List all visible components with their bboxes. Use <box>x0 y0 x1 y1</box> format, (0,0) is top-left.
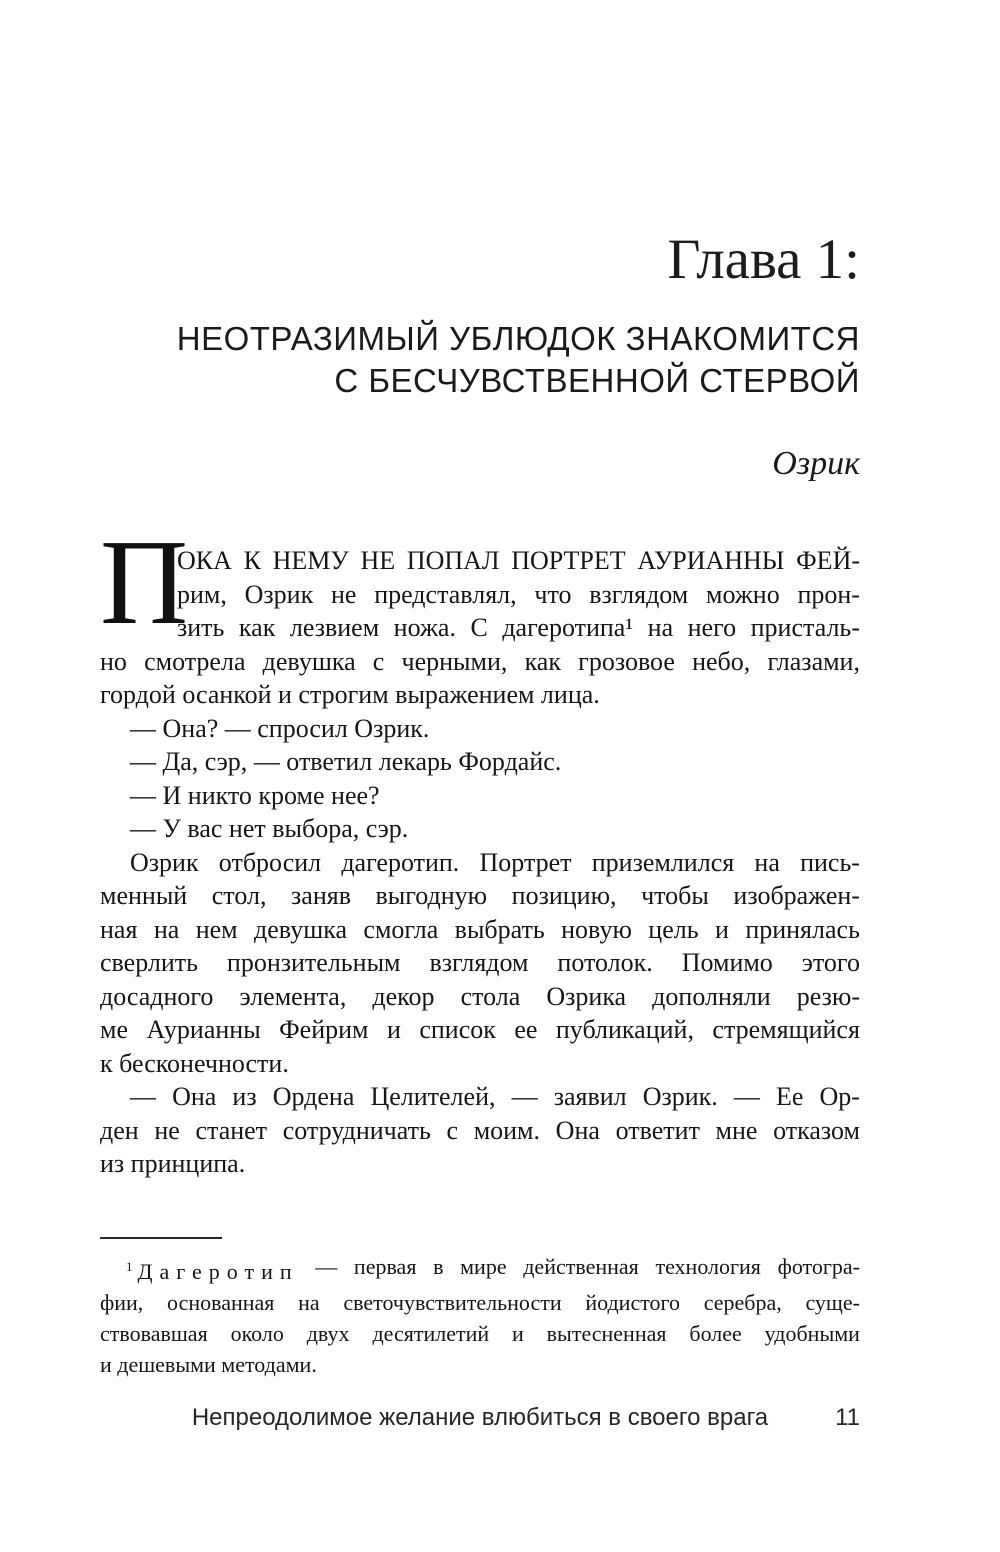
footnote-term: Дагеротип <box>137 1258 299 1284</box>
body-line: досадного элемента, декор стола Озрика дополняли резю- <box>100 981 860 1011</box>
body-line: ная на нем девушка смогла выбрать новую цель и принялась <box>100 914 860 944</box>
body-line: ме Аурианны Фейрим и список ее публикаций, стремящийся <box>100 1015 860 1044</box>
footnote-line: фии, основанная на светочувствительности йодистого серебра, суще- <box>100 1289 860 1315</box>
body-line: — Да, сэр, — ответил лекарь Фордайс. <box>130 747 562 776</box>
paragraph <box>100 712 860 746</box>
body-line: но смотрела девушка с черными, как грозовое небо, глазами, <box>100 646 860 676</box>
page-footer <box>100 1400 860 1436</box>
chapter-subtitle-line: НЕОТРАЗИМЫЙ УБЛЮДОК ЗНАКОМИТСЯ <box>176 320 860 357</box>
running-title: Непреодолимое желание влюбиться в своего врага <box>191 1404 769 1431</box>
body-line: Озрик отбросил дагеротип. Портрет приземлился на пись- <box>130 847 860 877</box>
body-line: гордой осанкой и строгим выражением лица. <box>100 680 600 709</box>
footnote <box>100 1237 860 1380</box>
chapter-subtitle <box>100 318 860 402</box>
body-line: — Она? — спросил Озрик. <box>130 713 430 743</box>
paragraph <box>100 1080 860 1181</box>
body-line: из принципа. <box>100 1149 246 1178</box>
body-line: ОКА К НЕМУ НЕ ПОПАЛ ПОРТРЕТ АУРИАННЫ ФЕЙ- <box>177 546 860 575</box>
body-line: зить как лезвием ножа. С дагеротипа¹ на него присталь- <box>177 613 860 642</box>
pov-character-name: Озрик <box>772 445 860 482</box>
body-line: — У вас нет выбора, сэр. <box>130 814 409 843</box>
body-line: рим, Озрик не представлял, что взглядом можно прон- <box>177 579 860 609</box>
paragraph <box>100 779 860 813</box>
footnote-line: $^1$ Дагеротип — первая в мире действенная технология фотогра- <box>126 1253 860 1284</box>
footnote-line: и дешевыми методами. <box>100 1351 317 1377</box>
footnote-divider <box>100 1237 222 1239</box>
paragraph <box>100 515 860 712</box>
body-line: — И никто кроме нее? <box>130 780 380 810</box>
text-block <box>100 0 860 1380</box>
footnote-lead <box>126 1259 299 1284</box>
body-line: ден не станет сотрудничать с моим. Она ответит мне отказом <box>100 1115 860 1145</box>
footnote-lines <box>100 1251 860 1380</box>
paragraph <box>100 812 860 846</box>
body-text <box>100 515 860 1181</box>
body-line: — Она из Ордена Целителей, — заявил Озрик. — Ее Ор- <box>130 1082 860 1111</box>
paragraph <box>100 745 860 779</box>
chapter-title: Глава 1: <box>667 228 860 291</box>
page-number: 11 <box>835 1404 860 1431</box>
drop-cap: П <box>100 515 189 650</box>
footnote-marker: 1 <box>126 1258 133 1274</box>
body-line: к бесконечности. <box>100 1048 289 1078</box>
body-line: сверлить пронзительным взглядом потолок. Помимо этого <box>100 948 860 977</box>
paragraph <box>100 846 860 1081</box>
chapter-subtitle-line: С БЕСЧУВСТВЕННОЙ СТЕРВОЙ <box>334 362 860 399</box>
footnote-line: ствовавшая около двух десятилетий и вытесненная более удобными <box>100 1320 860 1346</box>
body-line: менный стол, заняв выгодную позицию, чтобы изображен- <box>100 881 860 910</box>
